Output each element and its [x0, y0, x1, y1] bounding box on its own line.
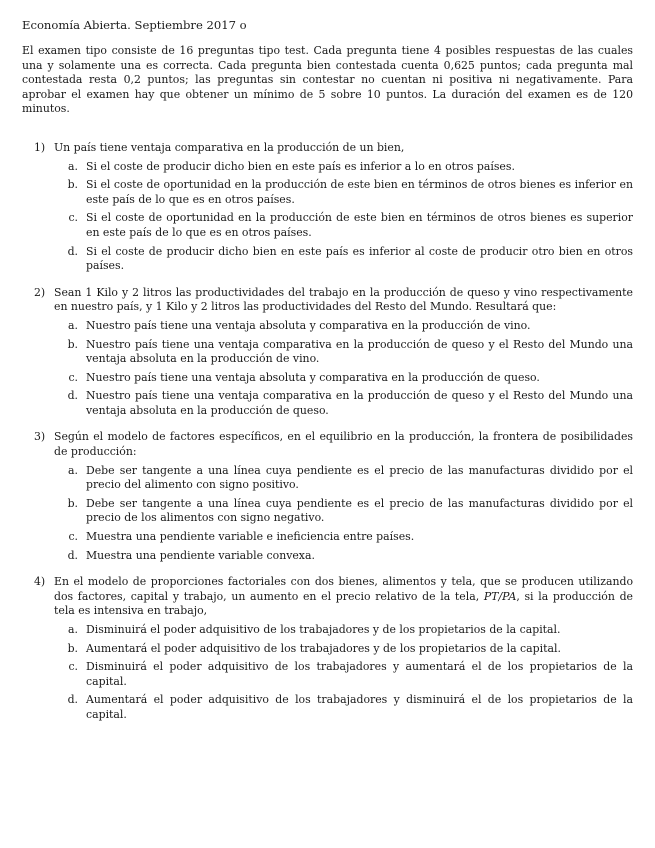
option-list [54, 623, 633, 723]
option-c [54, 371, 633, 386]
question-4 [34, 575, 633, 730]
option-letter: c. [68, 530, 78, 544]
option-letter: c. [68, 370, 78, 384]
option-letter: b. [67, 337, 78, 351]
option-text: Si el coste de producir dicho bien en este país es inferior al coste de producir otro bien en otros países. [86, 244, 633, 273]
option-letter: c. [68, 660, 78, 674]
exam-instructions: El examen tipo consiste de 16 preguntas tipo test. Cada pregunta tiene 4 posibles respuestas de las cuales una y solamente una es correcta. Cada pregunta bien contestada cuenta 0,625 puntos; cada pregunta mal contestada resta 0,2 puntos; las preguntas sin contestar no cuentan ni positiva ni negativamente. Para aprobar el examen hay que obtener un mínimo de 5 sobre 10 puntos. La duración del examen es de 120 minutos. [22, 44, 633, 116]
option-c [54, 660, 633, 689]
option-letter: a. [68, 159, 78, 173]
option-text: Muestra una pendiente variable e ineficiencia entre países. [86, 530, 415, 544]
option-text: Si el coste de oportunidad en la producción de este bien en términos de otros bienes es inferior en este país de lo que es en otros países. [86, 178, 633, 206]
option-c [54, 211, 633, 240]
question-number: 3) [34, 430, 46, 444]
option-text: Aumentará el poder adquisitivo de los trabajadores y de los propietarios de la capital. [86, 641, 561, 655]
option-c [54, 530, 633, 545]
question-number: 2) [34, 285, 46, 299]
option-text: Disminuirá el poder adquisitivo de los trabajadores y de los propietarios de la capital. [86, 623, 561, 636]
question-3 [34, 430, 633, 571]
option-letter: b. [67, 178, 78, 192]
question-text-part: En el modelo de proporciones factoriales con dos bienes, alimentos y tela, que se producen utilizando dos factores, capital y trabajo, un aumento en el precio relativo de la tela, [54, 575, 633, 603]
option-a [54, 319, 633, 334]
option-text: Nuestro país tiene una ventaja comparativa en la producción de queso y el Resto del Mundo una ventaja absoluta en la producción de vino. [86, 337, 633, 366]
option-d [54, 245, 633, 274]
option-text: Aumentará el poder adquisitivo de los trabajadores y disminuirá el de los propietarios de la capital. [86, 693, 633, 721]
option-text: Disminuirá el poder adquisitivo de los trabajadores y aumentará el de los propietarios de la capital. [86, 660, 633, 688]
option-list [54, 319, 633, 419]
option-letter: a. [68, 623, 78, 636]
option-text: Debe ser tangente a una línea cuya pendiente es el precio de las manufacturas dividido por el precio del alimento con signo positivo. [86, 463, 633, 492]
option-letter: d. [67, 548, 78, 562]
option-b [54, 642, 633, 657]
option-letter: d. [67, 244, 78, 258]
question-text [54, 575, 633, 619]
question-text: Un país tiene ventaja comparativa en la producción de un bien, [54, 140, 405, 154]
option-list [54, 160, 633, 274]
question-number: 1) [34, 140, 46, 154]
option-text: Muestra una pendiente variable convexa. [86, 548, 315, 562]
option-a [54, 464, 633, 493]
question-text-part: , si la producción de tela es intensiva en trabajo, [54, 589, 633, 618]
page-title: Economía Abierta. Septiembre 2017 o [22, 18, 247, 32]
option-letter: b. [67, 641, 78, 655]
option-list [54, 464, 633, 564]
option-text: Nuestro país tiene una ventaja comparativa en la producción de queso y el Resto del Mundo una ventaja absoluta en la producción de queso. [86, 389, 633, 417]
option-b [54, 178, 633, 207]
option-d [54, 549, 633, 564]
option-d [54, 693, 633, 722]
option-a [54, 160, 633, 175]
option-text: Si el coste de oportunidad en la producción de este bien en términos de otros bienes es superior en este país de lo que es en otros países. [86, 211, 633, 239]
option-a [54, 623, 633, 638]
option-letter: d. [67, 389, 78, 403]
question-2 [34, 286, 633, 427]
question-text: Según el modelo de factores específicos, en el equilibrio en la producción, la frontera de posibilidades de producción: [54, 430, 633, 459]
price-ratio-formula: PT/PA [483, 589, 517, 603]
option-letter: b. [67, 496, 78, 510]
option-text: Debe ser tangente a una línea cuya pendiente es el precio de las manufacturas dividido por el precio de los alimentos con signo negativo. [86, 496, 633, 525]
option-letter: a. [68, 318, 78, 332]
question-1 [34, 141, 633, 282]
option-text: Si el coste de producir dicho bien en este país es inferior a lo en otros países. [86, 159, 515, 173]
option-text: Nuestro país tiene una ventaja absoluta y comparativa en la producción de queso. [86, 370, 540, 384]
option-letter: a. [68, 463, 78, 477]
option-text: Nuestro país tiene una ventaja absoluta y comparativa en la producción de vino. [86, 318, 531, 332]
question-text: Sean 1 Kilo y 2 litros las productividades del trabajo en la producción de queso y vino respectivamente en nuestro país, y 1 Kilo y 2 litros las productividades del Resto del Mundo. Resultará que: [54, 285, 633, 314]
option-letter: c. [68, 211, 78, 225]
option-b [54, 338, 633, 367]
question-number: 4) [34, 575, 46, 589]
option-d [54, 389, 633, 418]
option-b [54, 497, 633, 526]
option-letter: d. [67, 693, 78, 707]
